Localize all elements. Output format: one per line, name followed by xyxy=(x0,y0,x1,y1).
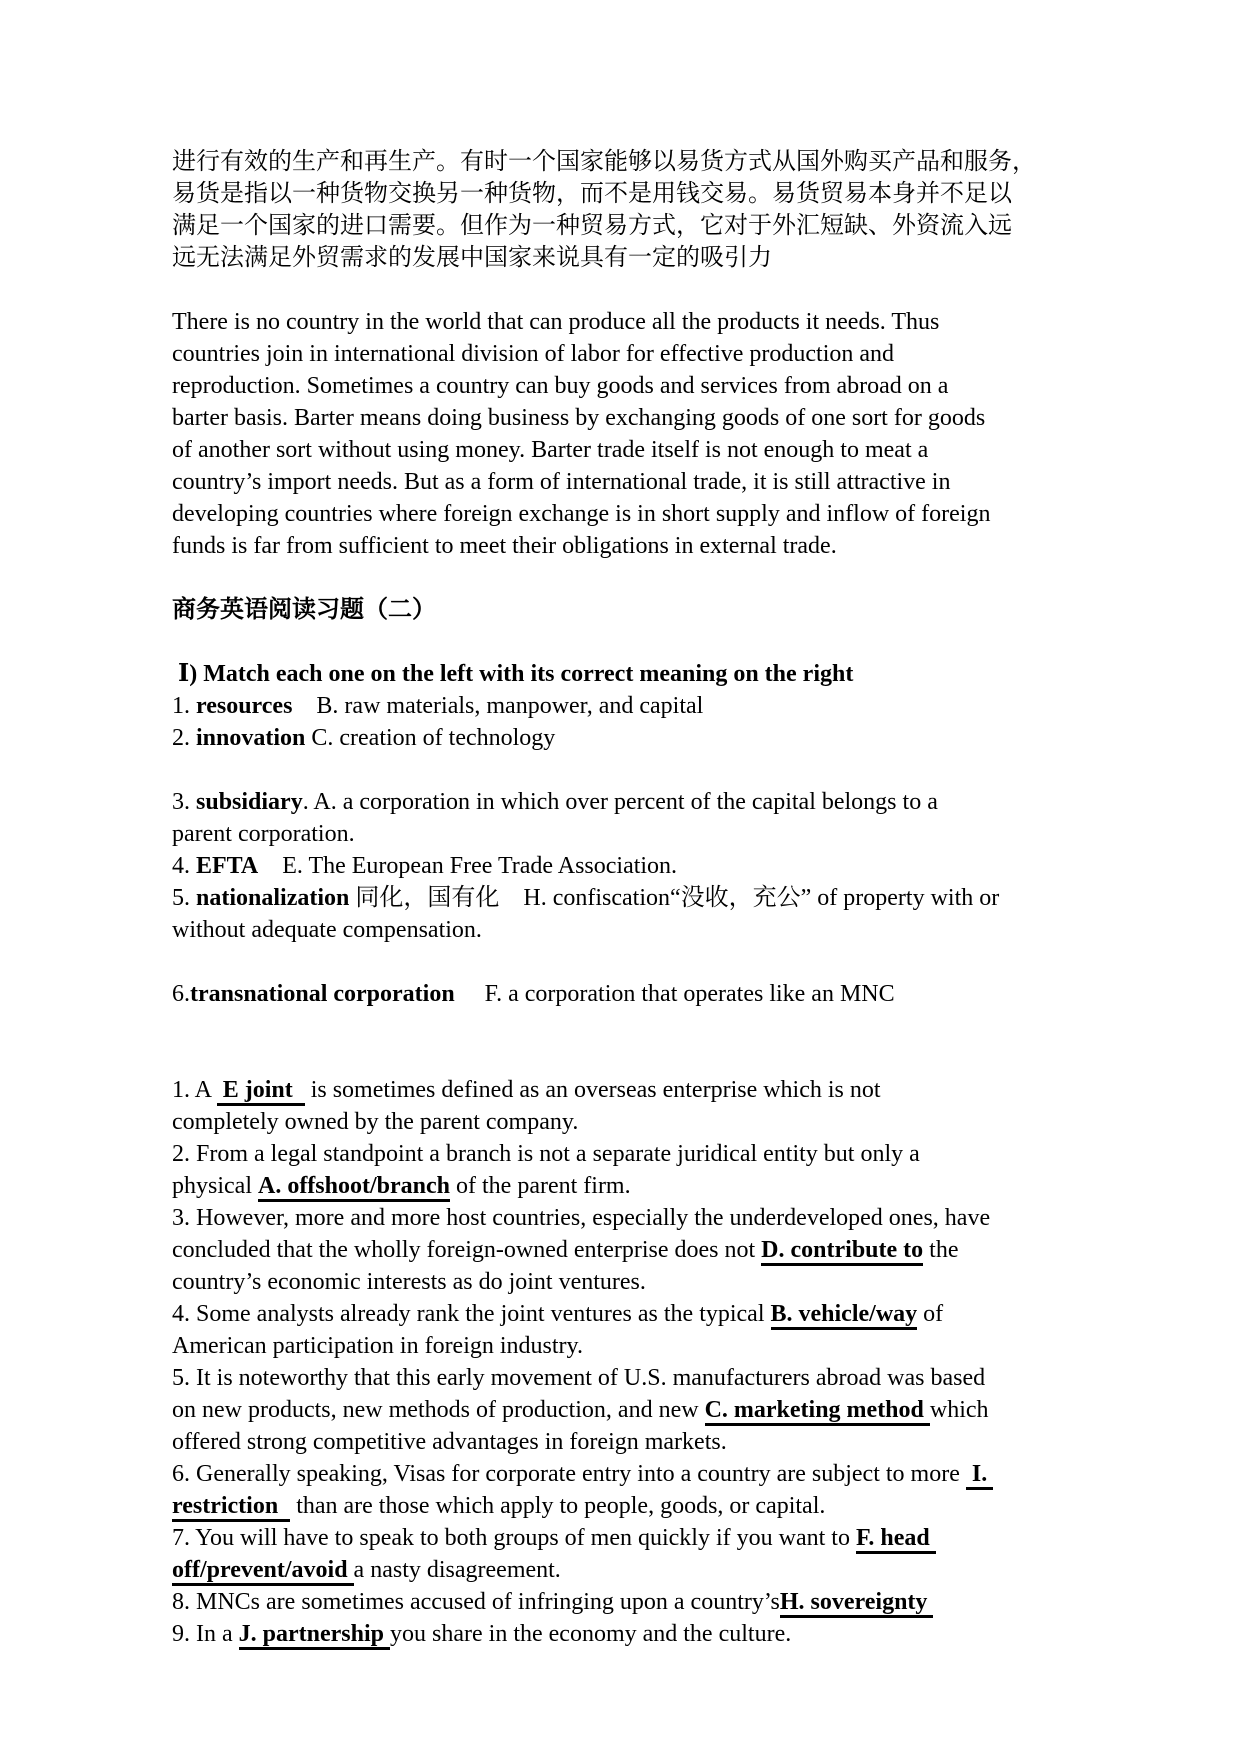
text-line xyxy=(172,1458,1183,1490)
text-line xyxy=(172,498,1183,530)
text-segment: is sometimes defined as an overseas enterprise which is not xyxy=(304,1077,881,1103)
text-line xyxy=(172,1618,1183,1650)
text-segment: 5. xyxy=(172,885,196,911)
text-segment: parent corporation. xyxy=(172,821,355,847)
text-segment: countries join in international division of labor for effective production and xyxy=(172,341,895,367)
text-segment: which xyxy=(929,1397,989,1423)
text-segment: 1. xyxy=(172,693,196,719)
text-segment: reproduction. Sometimes a country can buy goods and services from abroad on a xyxy=(172,373,949,399)
text-line xyxy=(172,594,1183,626)
answer-underlined: A. offshoot/branch xyxy=(258,1173,450,1202)
text-segment: 4. xyxy=(172,853,196,879)
text-line xyxy=(172,1106,1183,1138)
term-bold: 商务英语阅读习题（二） xyxy=(172,597,436,623)
answer-underlined: restriction xyxy=(172,1493,290,1522)
blank-line xyxy=(172,1010,1183,1042)
answer-underlined: off/prevent/avoid xyxy=(172,1557,354,1586)
term-bold: transnational corporation xyxy=(190,981,455,1007)
text-line xyxy=(172,1426,1183,1458)
text-segment: physical xyxy=(172,1173,258,1199)
text-line xyxy=(172,658,1183,690)
text-line xyxy=(172,1554,1183,1586)
term-bold: nationalization xyxy=(196,885,350,911)
text-segment: 满足一个国家的进口需要。但作为一种贸易方式，它对于外汇短缺、外资流入远 xyxy=(172,213,1012,239)
text-segment: 3. xyxy=(172,789,196,815)
text-segment: There is no country in the world that can produce all the products it needs. Thus xyxy=(172,309,940,335)
text-segment: F. a corporation that operates like an MNC xyxy=(454,981,895,1007)
text-line xyxy=(172,370,1183,402)
text-segment: C. creation of technology xyxy=(305,725,556,751)
blank-line xyxy=(172,754,1183,786)
blank-line xyxy=(172,626,1183,658)
text-segment: . A. a corporation in which over percent of the capital belongs to a xyxy=(302,789,938,815)
text-line xyxy=(172,1074,1183,1106)
text-segment: concluded that the wholly foreign-owned enterprise does not xyxy=(172,1237,762,1263)
text-line xyxy=(172,1362,1183,1394)
text-segment: 9. In a xyxy=(172,1621,239,1647)
text-line xyxy=(172,466,1183,498)
text-line xyxy=(172,210,1183,242)
text-line xyxy=(172,306,1183,338)
text-segment: country’s import needs. But as a form of international trade, it is still attractive in xyxy=(172,469,951,495)
answer-underlined: F. head xyxy=(856,1525,936,1554)
text-segment: 6. xyxy=(172,981,190,1007)
text-segment: country’s economic interests as do joint ventures. xyxy=(172,1269,646,1295)
text-line xyxy=(172,722,1183,754)
text-segment: you share in the economy and the culture. xyxy=(390,1621,792,1647)
text-segment: 5. It is noteworthy that this early movement of U.S. manufacturers abroad was based xyxy=(172,1365,986,1391)
text-line xyxy=(172,690,1183,722)
text-line xyxy=(172,786,1183,818)
blank-line xyxy=(172,1042,1183,1074)
text-segment: completely owned by the parent company. xyxy=(172,1109,579,1135)
text-line xyxy=(172,1234,1183,1266)
text-line xyxy=(172,1266,1183,1298)
text-segment: developing countries where foreign exchange is in short supply and inflow of foreign xyxy=(172,501,991,527)
blank-line xyxy=(172,274,1183,306)
answer-underlined: D. contribute to xyxy=(761,1237,923,1266)
term-bold: resources xyxy=(196,693,293,719)
text-segment: without adequate compensation. xyxy=(172,917,482,943)
text-line xyxy=(172,978,1183,1010)
text-line xyxy=(172,338,1183,370)
answer-underlined: B. vehicle/way xyxy=(771,1301,918,1330)
text-segment: 同化，国有化 H. confiscation“没收，充公” of property with or xyxy=(349,885,1000,911)
blank-line xyxy=(172,562,1183,594)
term-bold: innovation xyxy=(196,725,306,751)
text-segment: funds is far from sufficient to meet their obligations in external trade. xyxy=(172,533,837,559)
term-bold: subsidiary xyxy=(196,789,303,815)
text-segment: 3. However, more and more host countries, especially the underdeveloped ones, have xyxy=(172,1205,991,1231)
text-line xyxy=(172,1490,1183,1522)
text-segment: E. The European Free Trade Association. xyxy=(258,853,678,879)
text-segment: of the parent firm. xyxy=(450,1173,631,1199)
text-segment: 4. Some analysts already rank the joint ventures as the typical xyxy=(172,1301,771,1327)
text-line xyxy=(172,1330,1183,1362)
text-line xyxy=(172,434,1183,466)
text-line xyxy=(172,882,1183,914)
text-segment: B. raw materials, manpower, and capital xyxy=(292,693,704,719)
text-line xyxy=(172,1394,1183,1426)
text-line xyxy=(172,178,1183,210)
text-line xyxy=(172,1170,1183,1202)
text-segment: 6. Generally speaking, Visas for corporate entry into a country are subject to more xyxy=(172,1461,966,1487)
term-bold: Ⅰ) Match each one on the left with its correct meaning on the right xyxy=(172,661,854,687)
text-line xyxy=(172,402,1183,434)
text-segment: than are those which apply to people, goods, or capital. xyxy=(290,1493,826,1519)
text-segment: of xyxy=(917,1301,944,1327)
answer-underlined: I. xyxy=(966,1461,993,1490)
text-line xyxy=(172,530,1183,562)
answer-underlined: C. marketing method xyxy=(705,1397,930,1426)
text-segment: barter basis. Barter means doing business by exchanging goods of one sort for goods xyxy=(172,405,986,431)
document-body xyxy=(172,146,1183,1650)
text-segment: 7. You will have to speak to both groups of men quickly if you want to xyxy=(172,1525,856,1551)
text-segment: 8. MNCs are sometimes accused of infringing upon a country’s xyxy=(172,1589,780,1615)
text-line xyxy=(172,1298,1183,1330)
blank-line xyxy=(172,946,1183,978)
text-line xyxy=(172,850,1183,882)
answer-underlined: J. partnership xyxy=(239,1621,390,1650)
text-line xyxy=(172,818,1183,850)
text-line xyxy=(172,1138,1183,1170)
text-segment: 易货是指以一种货物交换另一种货物，而不是用钱交易。易货贸易本身并不足以 xyxy=(172,181,1012,207)
text-line xyxy=(172,1202,1183,1234)
text-segment: the xyxy=(923,1237,959,1263)
text-line xyxy=(172,146,1183,178)
text-segment: 2. xyxy=(172,725,196,751)
text-line xyxy=(172,242,1183,274)
text-segment: on new products, new methods of production, and new xyxy=(172,1397,705,1423)
text-segment: 远无法满足外贸需求的发展中国家来说具有一定的吸引力 xyxy=(172,245,772,271)
text-line xyxy=(172,1586,1183,1618)
text-segment: 1. A xyxy=(172,1077,217,1103)
answer-underlined: H. sovereignty xyxy=(780,1589,934,1618)
text-line xyxy=(172,914,1183,946)
text-segment: a nasty disagreement. xyxy=(353,1557,561,1583)
answer-underlined: E joint xyxy=(217,1077,305,1106)
text-segment: offered strong competitive advantages in foreign markets. xyxy=(172,1429,727,1455)
term-bold: EFTA xyxy=(196,853,259,879)
text-line xyxy=(172,1522,1183,1554)
text-segment: 进行有效的生产和再生产。有时一个国家能够以易货方式从国外购买产品和服务， xyxy=(172,149,1036,175)
text-segment: American participation in foreign industry. xyxy=(172,1333,583,1359)
text-segment: of another sort without using money. Barter trade itself is not enough to meat a xyxy=(172,437,929,463)
text-segment: 2. From a legal standpoint a branch is not a separate juridical entity but only a xyxy=(172,1141,920,1167)
